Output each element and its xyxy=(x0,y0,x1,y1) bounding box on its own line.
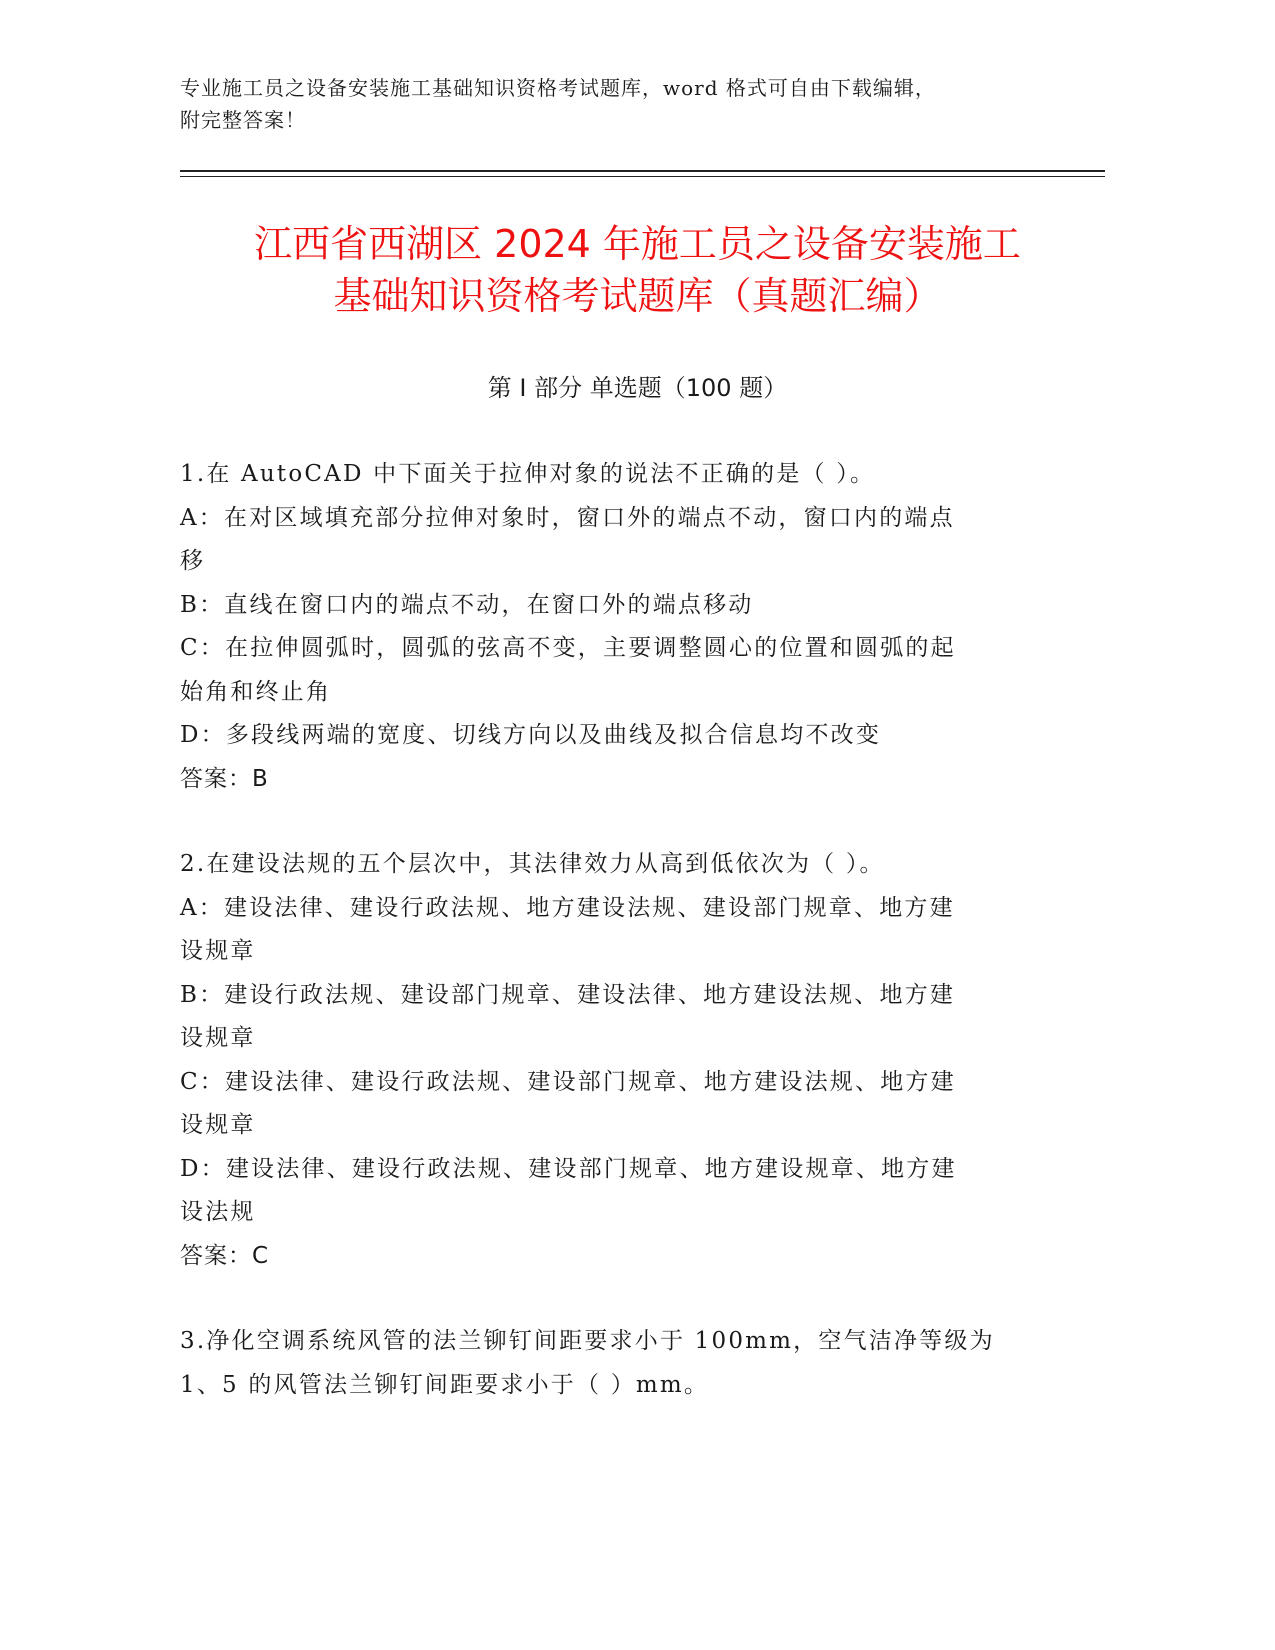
header-note xyxy=(180,72,1080,136)
option-a-line-1: A：在对区域填充部分拉伸对象时，窗口外的端点不动，窗口内的端点 xyxy=(180,504,955,531)
option-d: D：多段线两端的宽度、切线方向以及曲线及拟合信息均不改变 xyxy=(180,722,882,748)
section-heading: 第 I 部分 单选题（100 题） xyxy=(487,374,788,402)
option-a-line-1: A：建设法律、建设行政法规、地方建设法规、建设部门规章、地方建 xyxy=(180,894,955,921)
option-c-line-1: C：在拉伸圆弧时，圆弧的弦高不变，主要调整圆心的位置和圆弧的起 xyxy=(180,635,956,661)
answer: 答案：C xyxy=(180,1242,270,1269)
header-divider-thin xyxy=(180,176,1105,177)
question-stem: 2.在建设法规的五个层次中，其法律效力从高到低依次为（ ）。 xyxy=(180,851,885,877)
option-c-line-2: 始角和终止角 xyxy=(180,678,332,705)
option-c-line-2: 设规章 xyxy=(180,1112,256,1138)
header-note-line-2: 附完整答案！ xyxy=(180,108,306,132)
question-1 xyxy=(180,453,1040,801)
question-stem-line-2: 1、5 的风管法兰铆钉间距要求小于（ ）mm。 xyxy=(180,1371,710,1398)
header-note-line-1: 专业施工员之设备安装施工基础知识资格考试题库，word 格式可自由下载编辑， xyxy=(180,76,936,100)
answer: 答案：B xyxy=(180,765,269,792)
title-line-1: 江西省西湖区 2024 年施工员之设备安装施工 xyxy=(254,222,1021,266)
option-a-line-2: 设规章 xyxy=(180,938,256,964)
question-2 xyxy=(180,843,1040,1278)
question-stem-line-1: 3.净化空调系统风管的法兰铆钉间距要求小于 100mm，空气洁净等级为 xyxy=(180,1328,995,1354)
option-a-line-2: 移 xyxy=(180,548,206,574)
question-list xyxy=(180,453,1040,1449)
option-b: B：直线在窗口内的端点不动，在窗口外的端点移动 xyxy=(180,591,754,618)
question-3 xyxy=(180,1320,1040,1407)
option-d-line-2: 设法规 xyxy=(180,1199,256,1225)
title-line-2: 基础知识资格考试题库（真题汇编） xyxy=(333,274,942,318)
document-title xyxy=(150,218,1125,322)
option-b-line-2: 设规章 xyxy=(180,1025,256,1051)
header-divider-thick xyxy=(180,170,1105,172)
option-d-line-1: D：建设法律、建设行政法规、建设部门规章、地方建设规章、地方建 xyxy=(180,1155,957,1182)
option-c-line-1: C：建设法律、建设行政法规、建设部门规章、地方建设法规、地方建 xyxy=(180,1068,956,1095)
question-stem: 1.在 AutoCAD 中下面关于拉伸对象的说法不正确的是（ ）。 xyxy=(180,461,876,487)
option-b-line-1: B：建设行政法规、建设部门规章、建设法律、地方建设法规、地方建 xyxy=(180,981,956,1008)
